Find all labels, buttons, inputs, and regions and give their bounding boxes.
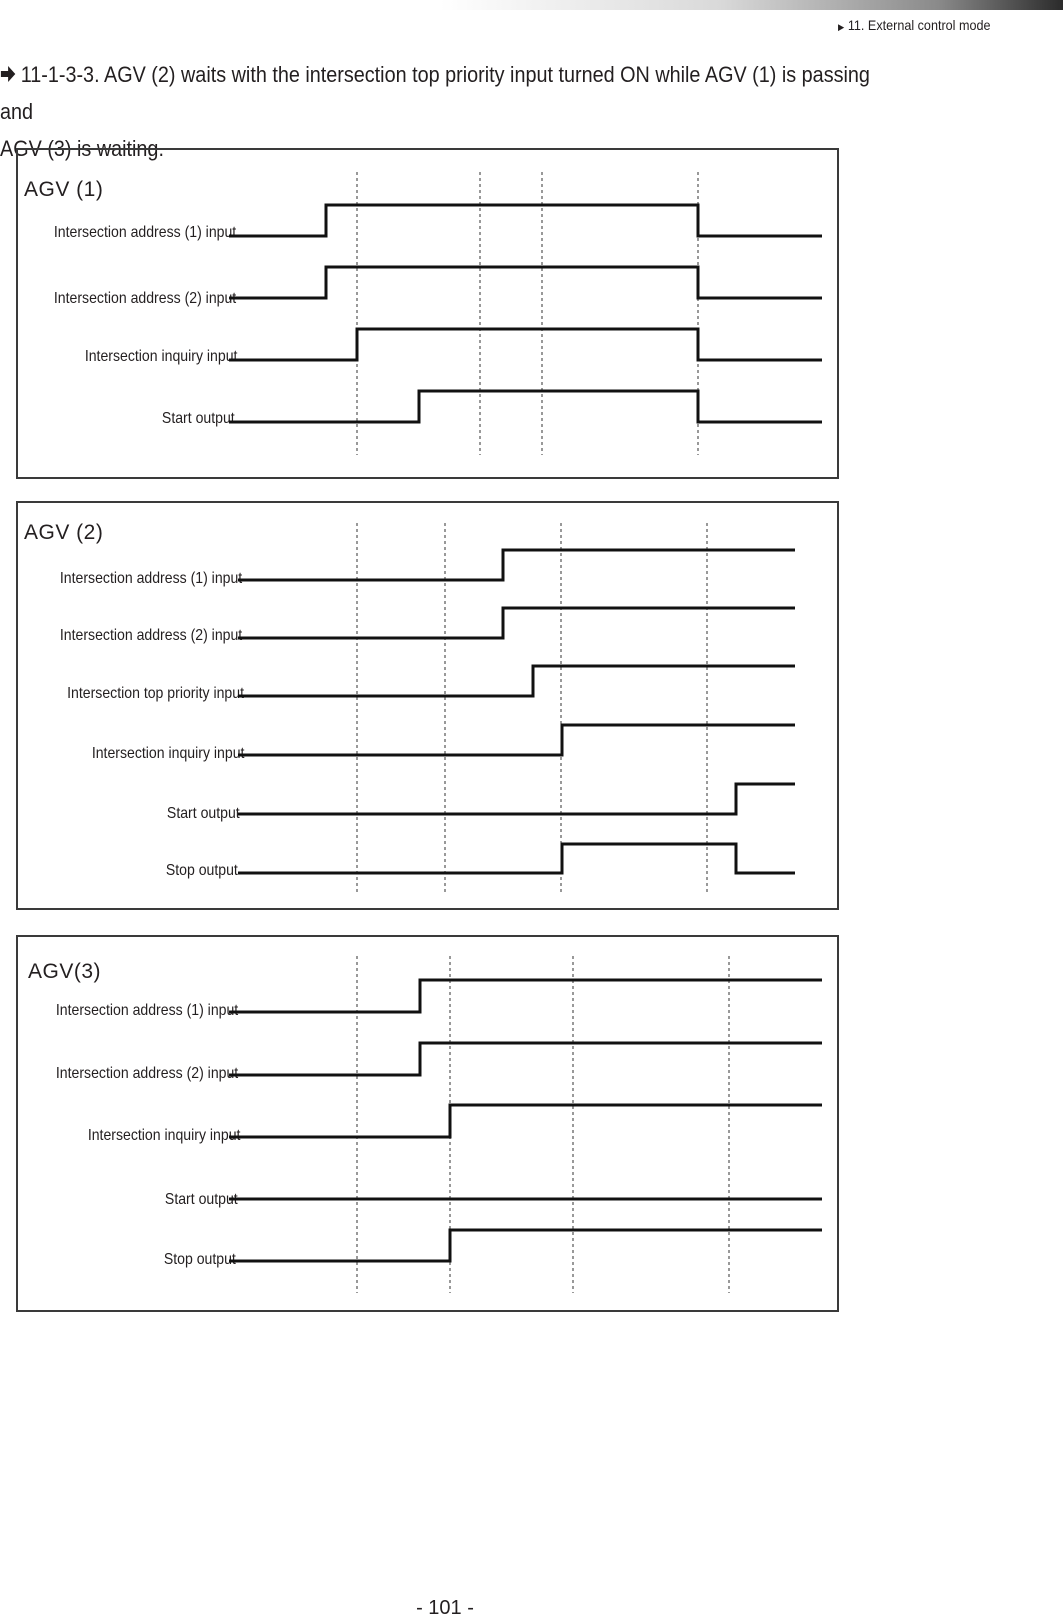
waveform-stop [229, 1230, 822, 1261]
signal-label: Intersection address (2) input [55, 1065, 238, 1082]
heading-number: 11-1-3-3. [20, 62, 100, 87]
signal-label: Intersection inquiry input [91, 745, 244, 762]
triangle-right-icon: ▶ [838, 22, 845, 32]
section-title: 11. External control mode [847, 17, 991, 33]
signal-label: Stop output [165, 862, 238, 879]
waveform-inquiry [229, 329, 822, 360]
section-breadcrumb [838, 17, 990, 33]
waveform-address2 [229, 267, 822, 298]
signal-label: Stop output [163, 1251, 236, 1268]
panel-title: AGV (2) [24, 521, 104, 544]
waveform-address2 [229, 1043, 822, 1075]
waveform-address2 [238, 608, 795, 638]
waveform-inquiry [229, 1105, 822, 1137]
signal-label: Intersection inquiry input [87, 1127, 240, 1144]
signal-label: Start output [162, 410, 235, 427]
signal-label: Start output [167, 805, 240, 822]
header-gradient-bar [440, 0, 1063, 10]
signal-label: Intersection address (1) input [55, 1002, 238, 1019]
waveform-address1 [229, 980, 822, 1012]
timing-diagram-agv3 [18, 937, 841, 1314]
signal-label: Intersection address (2) input [53, 290, 236, 307]
timing-panel-agv3 [16, 935, 839, 1312]
signal-label: Intersection top priority input [67, 685, 244, 702]
heading-line1: AGV (2) waits with the intersection top priority input turned ON while AGV (1) is passing and [0, 62, 870, 124]
panel-title: AGV(3) [28, 960, 102, 983]
signal-label: Intersection inquiry input [84, 348, 237, 365]
waveform-inquiry [238, 725, 795, 755]
arrow-right-icon [0, 65, 16, 83]
panel-title: AGV (1) [24, 178, 104, 201]
waveform-start [229, 391, 822, 422]
waveform-start [238, 784, 795, 814]
waveform-stop [238, 844, 795, 873]
signal-label: Start output [165, 1191, 238, 1208]
waveform-address1 [229, 205, 822, 236]
waveform-top-priority [238, 666, 795, 696]
waveform-address1 [238, 550, 795, 580]
signal-label: Intersection address (1) input [53, 224, 236, 241]
page-number: - 101 - [416, 1597, 474, 1619]
timing-panel-agv2 [16, 501, 839, 910]
signal-label: Intersection address (1) input [59, 570, 242, 587]
timing-diagram-agv1 [18, 150, 841, 481]
timing-panel-agv1 [16, 148, 839, 479]
heading-line2: AGV (3) is waiting. [0, 136, 164, 161]
signal-label: Intersection address (2) input [59, 627, 242, 644]
timing-diagram-agv2 [18, 503, 841, 912]
